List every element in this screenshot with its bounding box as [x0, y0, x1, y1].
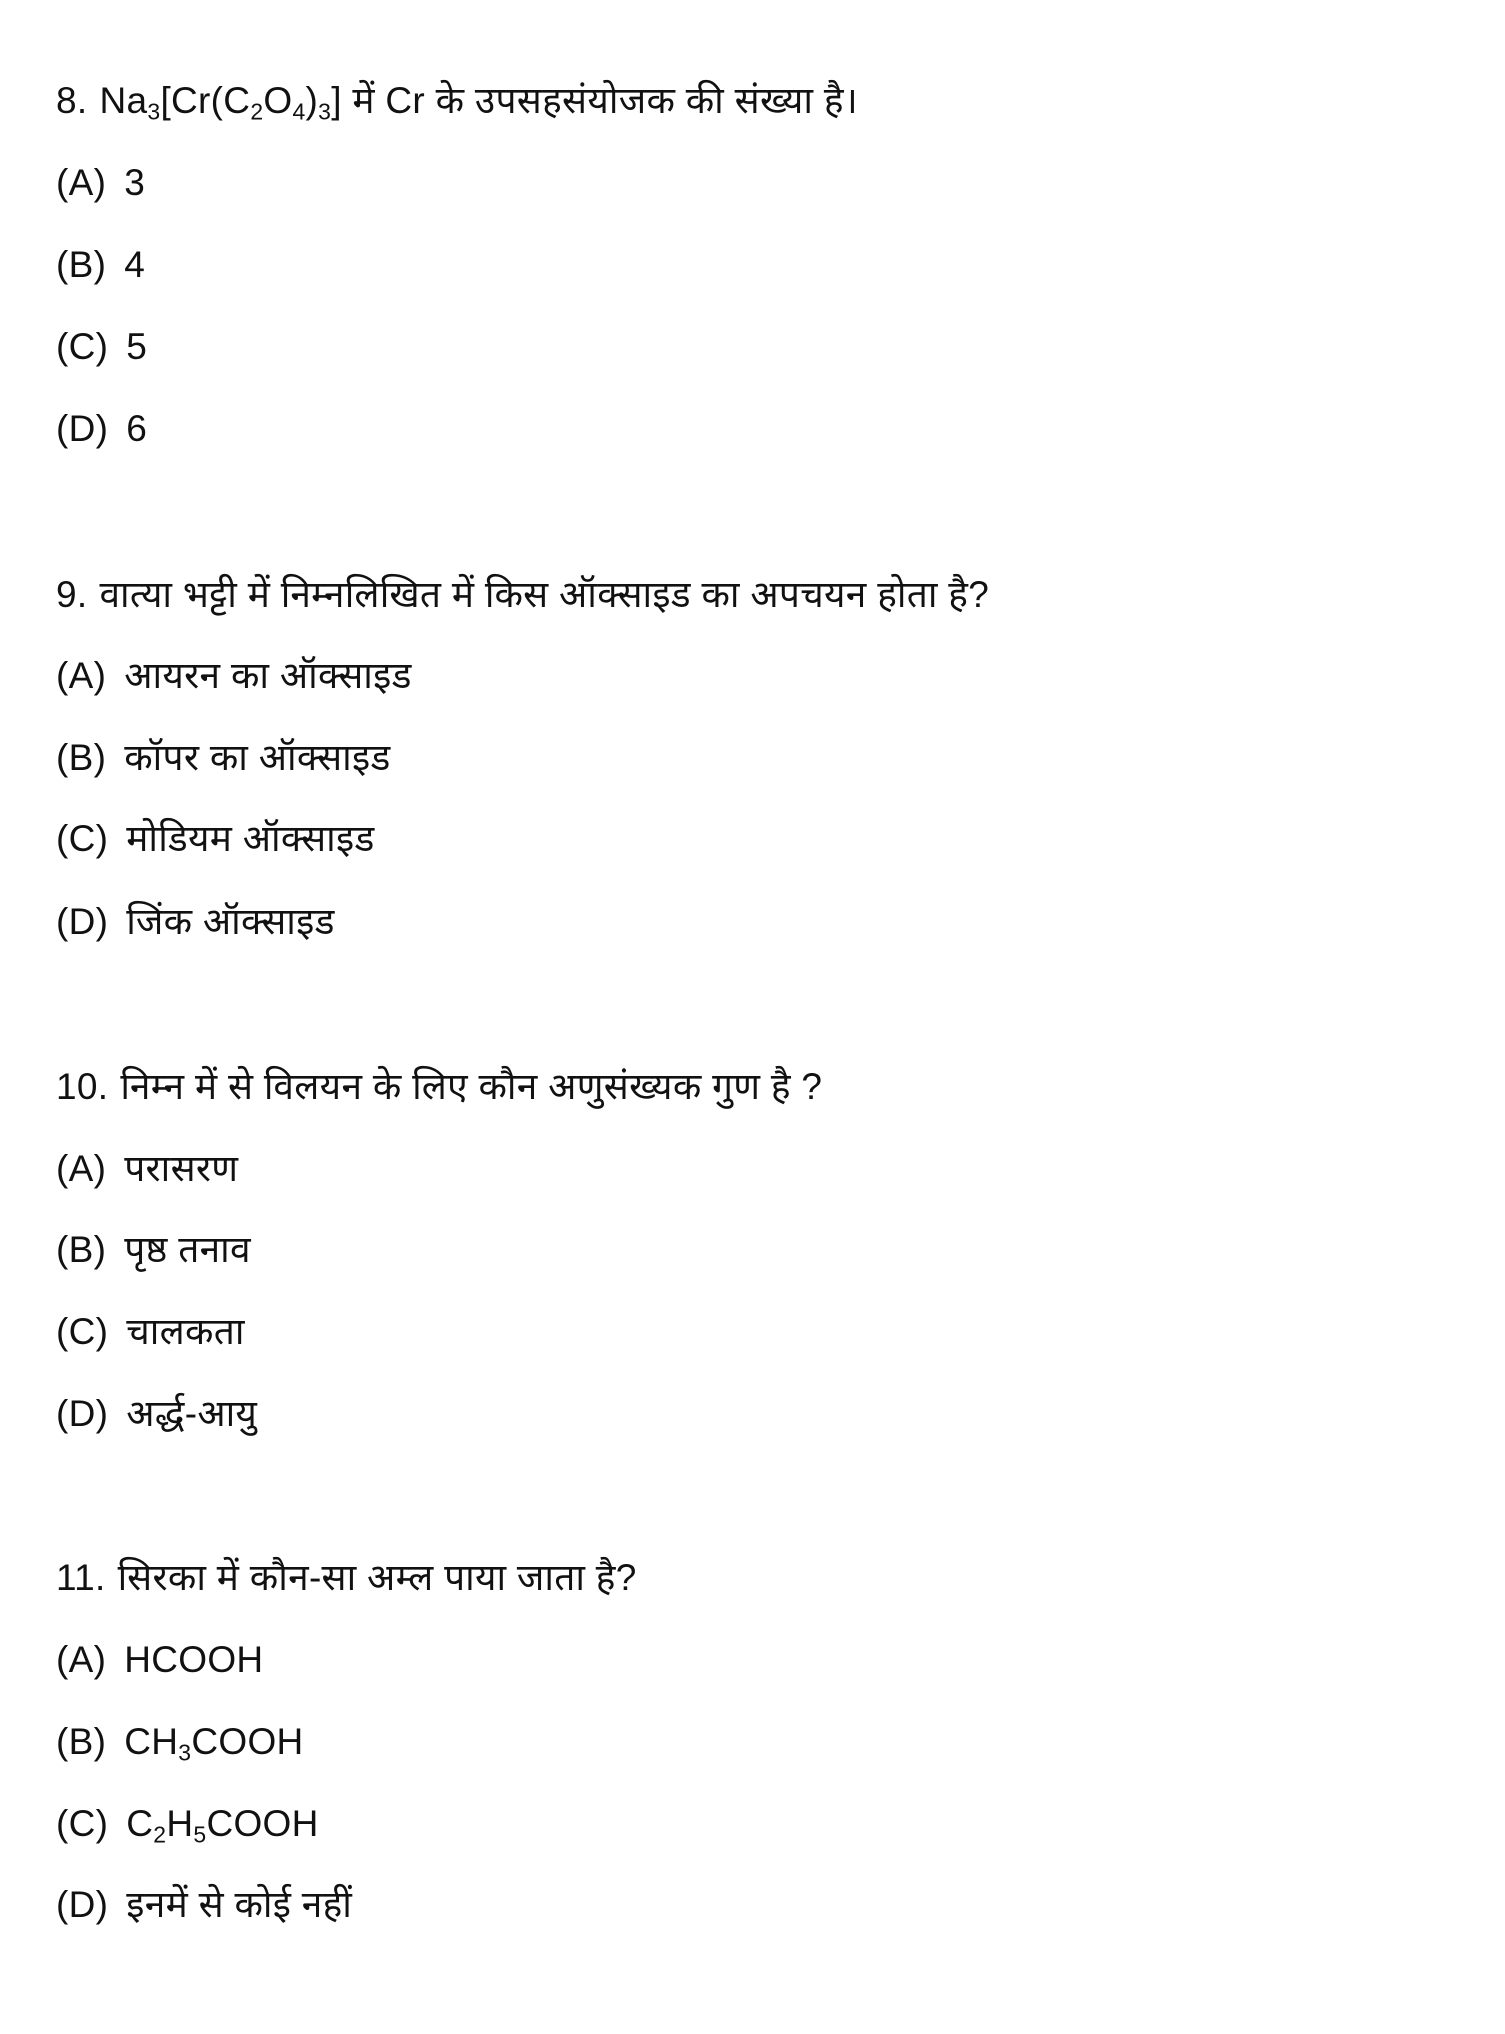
formula-part: COOH — [191, 1721, 304, 1762]
question-number: 11. — [56, 1557, 106, 1598]
question-10-text — [56, 1063, 822, 1111]
question-9-text — [56, 571, 989, 619]
formula-part: ) — [305, 80, 319, 121]
option-b — [56, 734, 391, 782]
option-text: 4 — [124, 244, 146, 285]
option-text: मोडियम ऑक्साइड — [126, 818, 375, 859]
option-c — [56, 323, 147, 371]
question-text: निम्न में से विलयन के लिए कौन अणुसंख्यक गुण है ? — [120, 1066, 823, 1107]
formula-part: COOH — [206, 1803, 319, 1844]
formula-part: Na — [99, 80, 148, 121]
option-label: (C) — [56, 1803, 109, 1844]
option-text: HCOOH — [124, 1639, 264, 1680]
option-label: (D) — [56, 408, 109, 449]
question-text: सिरका में कौन-सा अम्ल पाया जाता है? — [117, 1557, 637, 1598]
option-text: पृष्ठ तनाव — [124, 1229, 251, 1270]
option-label: (D) — [56, 1393, 109, 1434]
formula-part: CH — [124, 1721, 179, 1762]
option-a — [56, 159, 145, 207]
question-number: 10. — [56, 1066, 109, 1107]
formula-subscript: 3 — [147, 98, 161, 125]
option-text: 5 — [126, 326, 148, 367]
option-text: परासरण — [124, 1148, 239, 1189]
option-label: (A) — [56, 162, 107, 203]
option-label: (D) — [56, 901, 109, 942]
question-11-text — [56, 1554, 637, 1602]
option-text: जिंक ऑक्साइड — [126, 901, 335, 942]
formula-subscript: 2 — [250, 98, 264, 125]
formula-part: H — [166, 1803, 194, 1844]
option-c — [56, 1308, 245, 1356]
option-text: 6 — [126, 408, 148, 449]
question-number: 9. — [56, 574, 88, 615]
formula-subscript: 4 — [292, 98, 306, 125]
option-text: इनमें से कोई नहीं — [126, 1884, 353, 1925]
formula-subscript: 2 — [153, 1821, 167, 1848]
option-text: कॉपर का ऑक्साइड — [124, 737, 391, 778]
question-number: 8. — [56, 80, 88, 121]
option-label: (A) — [56, 1148, 107, 1189]
option-b — [56, 241, 145, 289]
option-label: (A) — [56, 1639, 107, 1680]
formula-part: [Cr(C — [160, 80, 251, 121]
option-label: (B) — [56, 1229, 107, 1270]
option-c — [56, 815, 375, 863]
option-a — [56, 1145, 238, 1193]
option-d — [56, 898, 335, 946]
option-b — [56, 1226, 251, 1274]
option-a — [56, 652, 412, 700]
formula-part: C — [126, 1803, 154, 1844]
option-d — [56, 405, 147, 453]
formula-subscript: 3 — [178, 1739, 192, 1766]
formula-subscript: 5 — [193, 1821, 207, 1848]
option-d — [56, 1390, 257, 1438]
option-b — [56, 1718, 304, 1766]
option-c — [56, 1800, 319, 1848]
option-label: (B) — [56, 737, 107, 778]
formula-part: O — [263, 80, 293, 121]
option-a — [56, 1636, 263, 1684]
option-label: (C) — [56, 326, 109, 367]
option-label: (B) — [56, 244, 107, 285]
question-text: वात्या भट्टी में निम्नलिखित में किस ऑक्साइड का अपचयन होता है? — [99, 574, 990, 615]
option-label: (C) — [56, 818, 109, 859]
formula-subscript: 3 — [318, 98, 332, 125]
option-text: आयरन का ऑक्साइड — [124, 655, 412, 696]
option-label: (C) — [56, 1311, 109, 1352]
option-text: 3 — [124, 162, 146, 203]
question-text: ] में Cr के उपसहसंयोजक की संख्या है। — [331, 80, 859, 121]
option-label: (D) — [56, 1884, 109, 1925]
option-label: (B) — [56, 1721, 107, 1762]
option-text: अर्द्ध-आयु — [126, 1393, 258, 1434]
option-d — [56, 1881, 352, 1929]
option-label: (A) — [56, 655, 107, 696]
question-8-text — [56, 77, 858, 125]
option-text: चालकता — [126, 1311, 245, 1352]
